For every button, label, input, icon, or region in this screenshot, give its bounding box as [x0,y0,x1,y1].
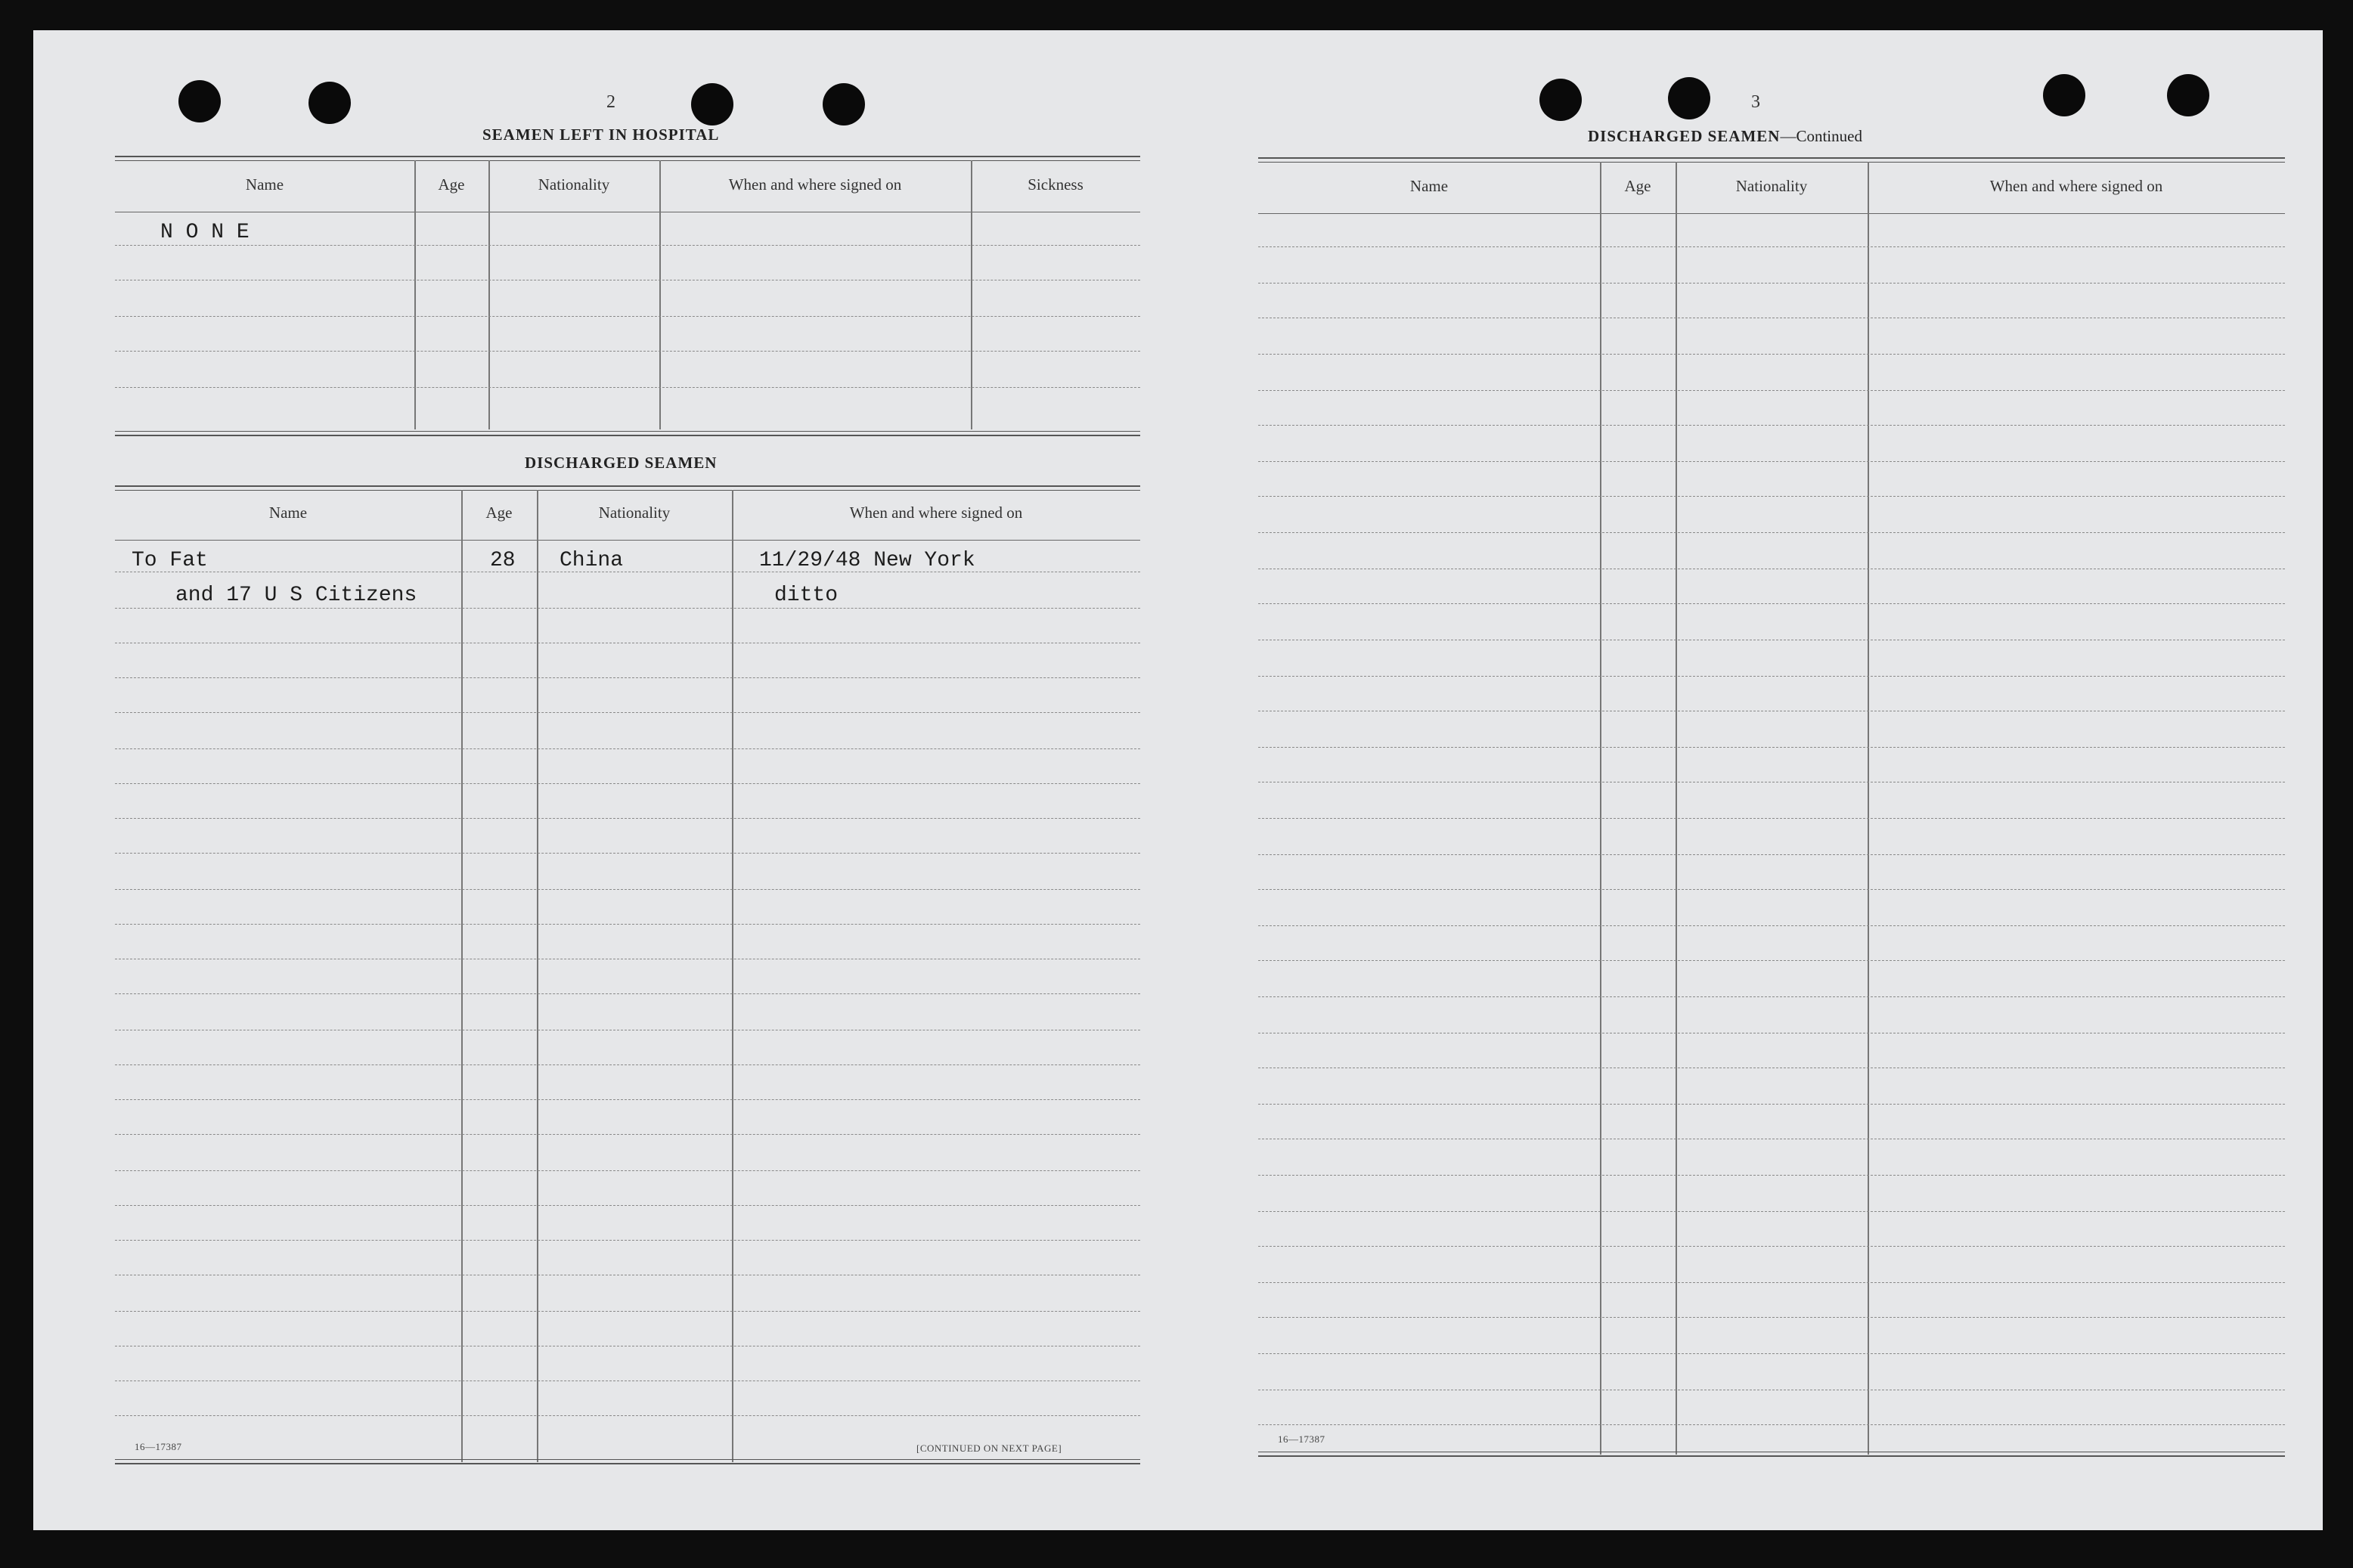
row-1-name: To Fat [132,549,208,572]
punch-hole [178,80,221,122]
column-header-nationality: Nationality [598,504,671,522]
punch-hole [2043,74,2085,116]
title-suffix: —Continued [1780,127,1862,145]
punch-hole [1539,79,1582,121]
ledger-sheet [33,30,2323,1530]
punch-hole [1668,77,1710,119]
row-2-name: and 17 U S Citizens [175,584,417,607]
page-number-right: 3 [1751,92,1760,112]
row-1-age: 28 [490,549,516,572]
form-number-left: 16—17387 [135,1441,182,1452]
column-header-age: Age [1624,177,1651,195]
column-header-age: Age [485,504,513,522]
discharged-continued-title [1588,127,1862,146]
row-2-signed-on: ditto [774,584,839,607]
form-number-right: 16—17387 [1278,1433,1325,1445]
hospital-entry-none: N O N E [160,221,250,244]
column-header-name: Name [268,504,308,522]
continued-note: [CONTINUED ON NEXT PAGE] [916,1442,1062,1454]
punch-hole [2167,74,2209,116]
column-header-signed-on: When and where signed on [728,175,902,194]
column-header-name: Name [245,175,284,194]
column-header-signed-on: When and where signed on [849,504,1023,522]
punch-hole [823,83,865,126]
column-header-signed-on: When and where signed on [1989,177,2163,195]
discharged-table-right [1258,157,2285,1458]
column-header-age: Age [438,175,465,194]
punch-hole [691,83,733,126]
punch-hole [308,82,351,124]
hospital-table [115,156,1140,437]
page-number-left: 2 [606,92,615,112]
column-header-nationality: Nationality [538,175,610,194]
row-1-signed-on: 11/29/48 New York [759,549,975,572]
hospital-section-title: SEAMEN LEFT IN HOSPITAL [482,126,720,144]
column-header-nationality: Nationality [1735,177,1808,195]
row-1-nationality: China [560,549,624,572]
title-main: DISCHARGED SEAMEN [1588,127,1781,145]
column-header-name: Name [1409,177,1449,195]
discharged-section-title: DISCHARGED SEAMEN [525,454,718,472]
discharged-table-left [115,485,1140,1465]
column-header-sickness: Sickness [1028,175,1083,194]
